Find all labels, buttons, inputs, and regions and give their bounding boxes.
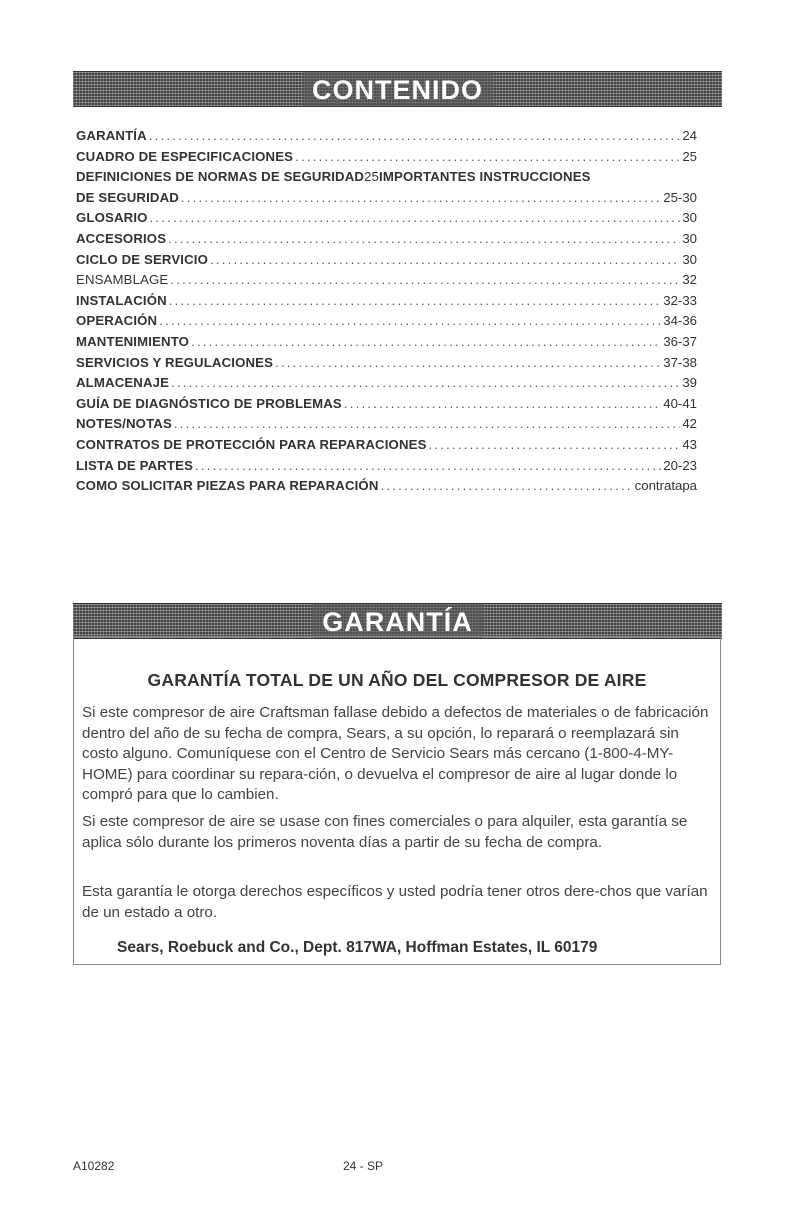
toc-item-instalacion[interactable]: INSTALACIÓN ..... 32-33 (76, 293, 697, 314)
warranty-box (73, 636, 721, 965)
toc-item-almacenaje[interactable]: ALMACENAJE ..... 39 (76, 375, 697, 396)
toc-item-guia-diagnostico[interactable]: GUÍA DE DIAGNÓSTICO DE PROBLEMAS ..... 40-41 (76, 396, 697, 417)
document-code: A10282 (73, 1159, 115, 1173)
sears-address: Sears, Roebuck and Co., Dept. 817WA, Hoffman Estates, IL 60179 (117, 939, 598, 956)
warranty-paragraph-1: Si este compresor de aire Craftsman fallase debido a defectos de materiales o de fabricación dentro del año de su fecha de compra, Sears, a su opción, lo reparará o reemplazará sin costo alguno. Comuníquese con el Centro de Servicio Sears más cercano (1-800-4-MY-HOME) para coordinar su repara-ción, o devuelva el compresor de aire al lugar donde lo compró para que lo cambien. (82, 704, 709, 803)
toc-item-contratos-proteccion[interactable]: CONTRATOS DE PROTECCIÓN PARA REPARACIONES ..... 43 (76, 437, 697, 458)
toc-item-ciclo-servicio[interactable]: CICLO DE SERVICIO ..... 30 (76, 252, 697, 273)
toc-item-solicitar-piezas[interactable]: COMO SOLICITAR PIEZAS PARA REPARACIÓN ..... contratapa (76, 478, 697, 499)
toc-item-importantes-label: IMPORTANTES INSTRUCCIONES (379, 169, 591, 185)
warranty-paragraph-3: Esta garantía le otorga derechos específicos y usted podría tener otros dere-chos que varían de un estado a otro. (82, 883, 708, 921)
toc-item-lista-partes[interactable]: LISTA DE PARTES ..... 20-23 (76, 458, 697, 479)
warranty-heading: GARANTÍA (312, 604, 483, 638)
page-number: 24 - SP (343, 1159, 384, 1173)
toc-item-glosario[interactable]: GLOSARIO ..... 30 (76, 210, 697, 231)
warranty-banner (73, 603, 722, 639)
toc-item-servicios-regulaciones[interactable]: SERVICIOS Y REGULACIONES ..... 37-38 (76, 355, 697, 376)
table-of-contents (76, 128, 697, 499)
toc-item-importantes-instrucciones[interactable]: DE SEGURIDAD ..... 25-30 (76, 190, 697, 211)
toc-item-garantia[interactable]: GARANTÍA ..... 24 (76, 128, 697, 149)
toc-item-accesorios[interactable]: ACCESORIOS ..... 30 (76, 231, 697, 252)
toc-item-mantenimiento[interactable]: MANTENIMIENTO ..... 36-37 (76, 334, 697, 355)
contents-banner (73, 71, 722, 107)
toc-item-definiciones-seguridad[interactable]: DEFINICIONES DE NORMAS DE SEGURIDAD25IMPORTANTES INSTRUCCIONES (76, 169, 591, 185)
warranty-title: GARANTÍA TOTAL DE UN AÑO DEL COMPRESOR DE AIRE (147, 670, 647, 690)
toc-item-operacion[interactable]: OPERACIÓN ..... 34-36 (76, 313, 697, 334)
toc-item-ensamblage[interactable]: ENSAMBLAGE ..... 32 (76, 272, 697, 293)
warranty-paragraph-2: Si este compresor de aire se usase con fines comerciales o para alquiler, esta garantía se aplica sólo durante los primeros noventa días a partir de su fecha de compra. (82, 813, 688, 851)
contents-heading: CONTENIDO (302, 72, 493, 106)
toc-wrapped-label: DE SEGURIDAD (76, 189, 179, 205)
toc-item-especificaciones[interactable]: CUADRO DE ESPECIFICACIONES ..... 25 (76, 149, 697, 170)
toc-item-notas[interactable]: NOTES/NOTAS ..... 42 (76, 416, 697, 437)
